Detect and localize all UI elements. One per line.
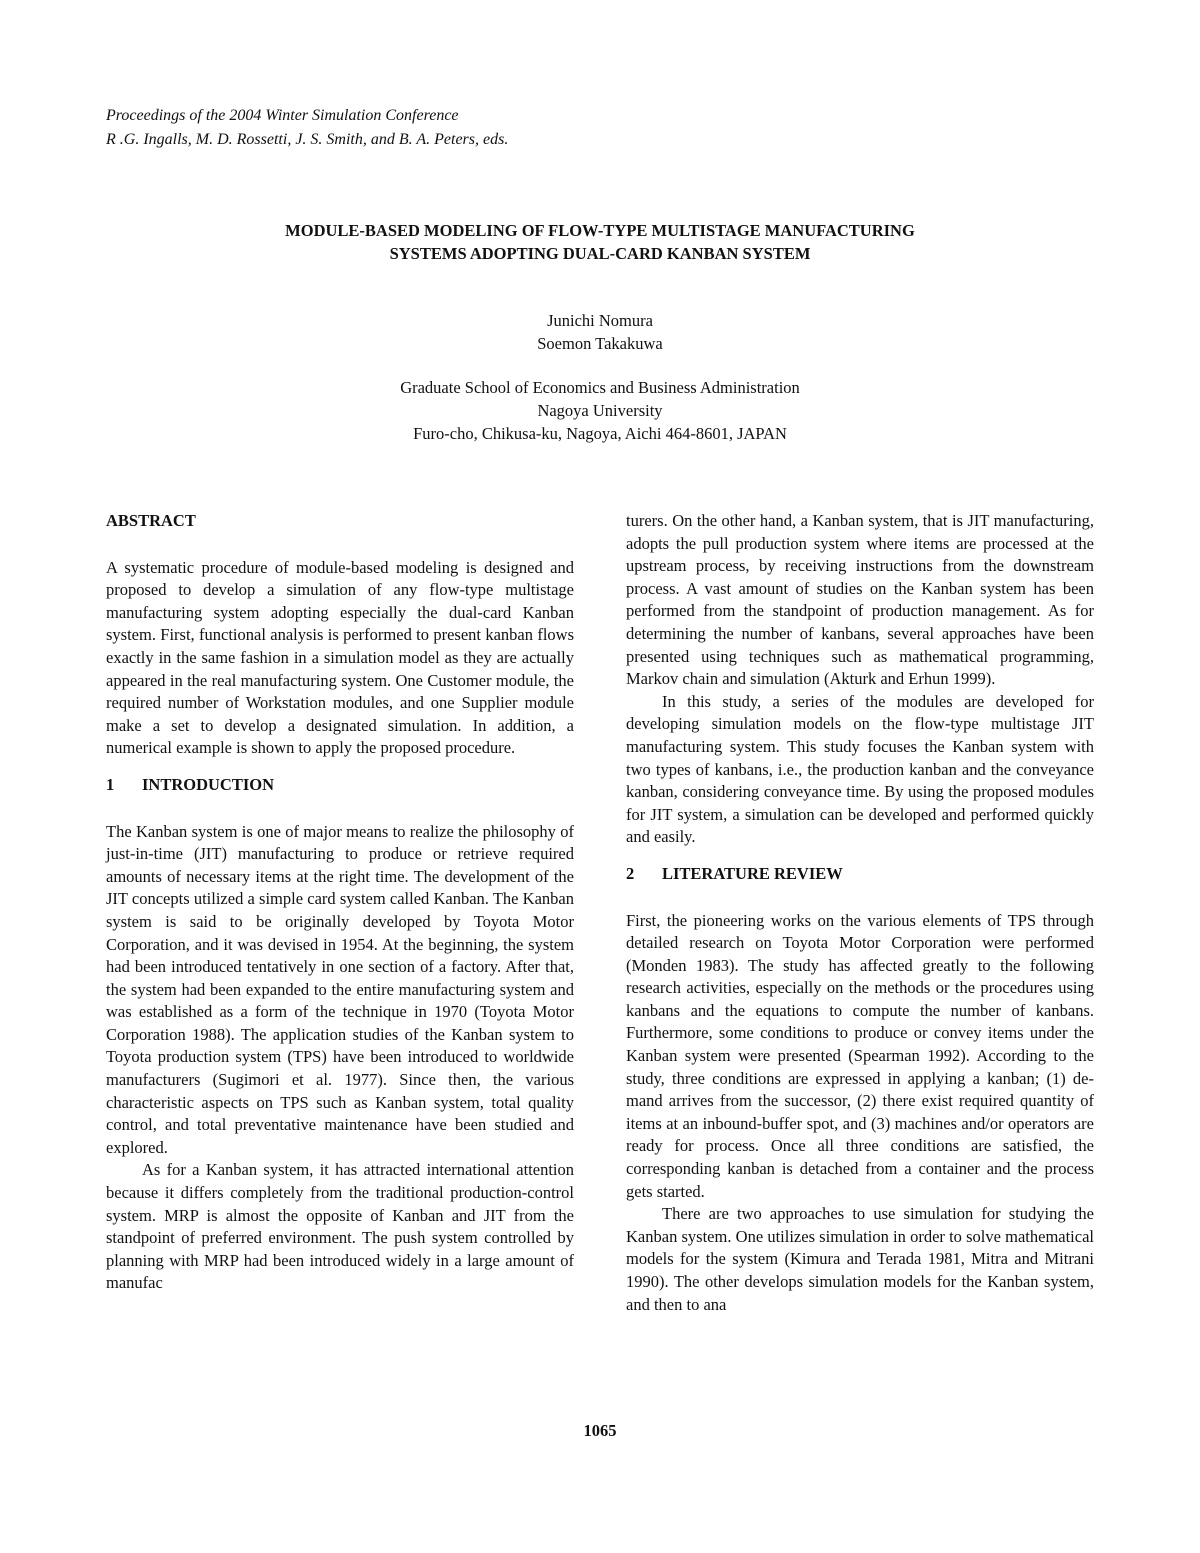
section-number: 1 <box>106 774 115 794</box>
section-number: 2 <box>626 863 635 883</box>
affiliation-school: Graduate School of Economics and Business Administration <box>400 378 800 397</box>
proceedings-title: Proceedings of the 2004 Winter Simulation Conference <box>106 107 459 124</box>
affiliation-address: Furo-cho, Chikusa-ku, Nagoya, Aichi 464-8601, JAPAN <box>413 424 787 443</box>
lit-review-paragraph-1: First, the pioneering works on the various elements of TPS through detailed research on Toyota Motor Corporation were performed (Monden 1983). The study has affected greatly to the following research activities, especially on the methods or the procedures using kanbans and the equations to compute the number of kanbans. Furthermore, some conditions to produce or convey items under the Kanban system were presented (Spearman 1992). According to the study, three conditions are expressed in applying a kanban; (1) demand arrives from the successor, (2) there exist required quantity of items at an inbound-buffer spot, and (3) machines and/or operators are ready for process. Once all three conditions are satisfied, the corresponding kanban is detached from a container and the process gets started. <box>626 910 1094 1201</box>
section-title: LITERATURE REVIEW <box>662 863 843 883</box>
intro-paragraph-2-continued: turers. On the other hand, a Kanban system, that is JIT manufacturing, adopts the pull production system where items are processed at the upstream process, by receiving instructions from the downstream process. A vast amount of studies on the Kanban system has been performed from the standpoint of production management. As for determining the number of kanbans, several approaches have been presented using techniques such as mathematical programming, Markov chain and simulation (Akturk and Erhun 1999). <box>626 511 1094 689</box>
abstract-text: A systematic procedure of module-based modeling is designed and proposed to develop a simulation of any flow-type multistage manufacturing system adopting especially the dual-card Kanban system. First, functional analysis is performed to present kanban flows exactly in the same fashion in a simulation model as they are actually appeared in the real manufacturing system. One Customer module, the required number of Workstation modules, and one Supplier module make a set to develop a designated simulation. In addition, a numerical example is shown to apply the proposed procedure. <box>106 557 574 758</box>
title-line-2: SYSTEMS ADOPTING DUAL-CARD KANBAN SYSTEM <box>389 244 811 263</box>
intro-paragraph-1: The Kanban system is one of major means to realize the philosophy of just-in-time (JIT) manufacturing to produce or retrieve required amounts of necessary items at the right time. The development of the JIT concepts utilized a simple card system called Kanban. The Kanban system is said to be originally developed by Toyota Motor Corporation, and it was devised in 1954. At the beginning, the system had been introduced tentatively in one section of a factory. After that, the system had been expanded to the entire manufacturing system and was established as a form of the technique in 1970 (Toyota Motor Corporation 1988). The application studies of the Kanban system to Toyota production system (TPS) have been introduced to worldwide manufacturers (Sugimori et al. 1977). Since then, the various characteristic aspects on TPS such as Kanban system, total quality control, and total preventative maintenance have been studied and explored. <box>106 821 574 1157</box>
section-1-heading <box>106 774 574 797</box>
author-block <box>0 309 1200 355</box>
intro-paragraph-3: In this study, a series of the modules are developed for developing simulation models on the flow-type multistage JIT manufacturing system. This study focuses the Kanban system with two types of kanbans, i.e., the production kanban and the conveyance kanban, considering conveyance time. By using the proposed modules for JIT system, a simulation can be developed and performed quickly and easily. <box>626 691 1094 847</box>
section-title: INTRODUCTION <box>142 774 275 794</box>
abstract-heading: ABSTRACT <box>106 511 196 530</box>
right-column <box>626 510 1094 1316</box>
affiliation-university: Nagoya University <box>537 401 663 420</box>
author-name: Junichi Nomura <box>547 311 653 330</box>
paper-title <box>0 219 1200 265</box>
affiliation-block <box>0 376 1200 445</box>
lit-review-paragraph-2: There are two approaches to use simulation for studying the Kanban system. One utilizes simulation in order to solve mathematical models for the system (Kimura and Terada 1981, Mitra and Mitrani 1990). The other develops simulation models for the Kanban system, and then to ana <box>626 1204 1094 1314</box>
section-2-heading <box>626 863 1094 886</box>
intro-paragraph-2: As for a Kanban system, it has attracted international attention because it differs completely from the traditional production-control system. MRP is almost the opposite of Kanban and JIT from the standpoint of preferred environment. The push system controlled by planning with MRP had been introduced widely in a large amount of manufac <box>106 1160 574 1293</box>
author-name: Soemon Takakuwa <box>537 334 663 353</box>
editors-line: R .G. Ingalls, M. D. Rossetti, J. S. Smith, and B. A. Peters, eds. <box>106 131 509 148</box>
title-line-1: MODULE-BASED MODELING OF FLOW-TYPE MULTISTAGE MANUFACTURING <box>285 221 915 240</box>
page-number: 1065 <box>583 1421 617 1440</box>
left-column <box>106 510 574 1295</box>
proceedings-header <box>106 104 508 152</box>
